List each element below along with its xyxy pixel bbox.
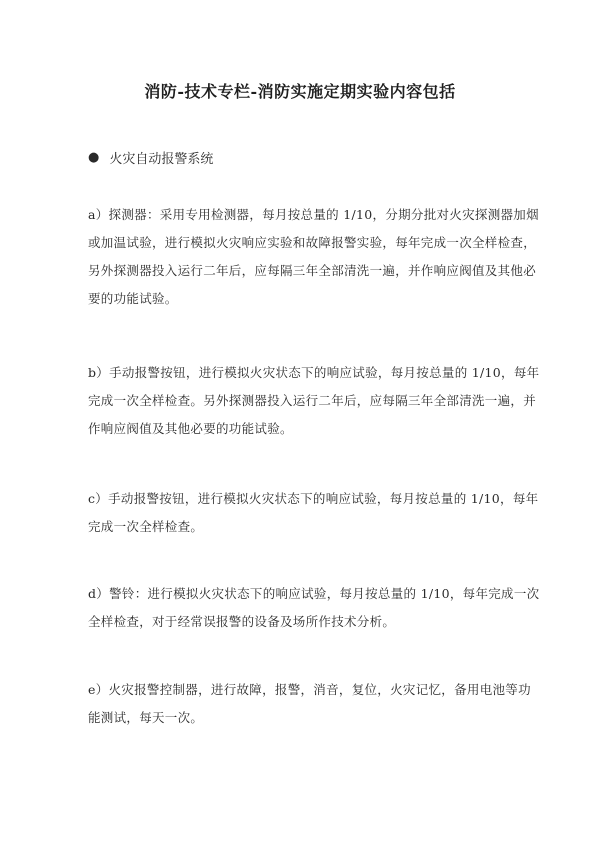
paragraph-c [88,485,539,541]
paragraph-line: a）探测器：采用专用检测器，每月按总量的 1/10，分期分批对火灾探测器加烟 [88,207,539,222]
paragraph-e [88,676,531,732]
paragraph-line: 完成一次全样检查。 [88,519,204,534]
paragraph-line: d）警铃：进行模拟火灾状态下的响应试验，每月按总量的 1/10，每年完成一次 [88,586,540,601]
paragraph-b [88,359,540,443]
paragraph-d [88,580,540,636]
page-title: 消防-技术专栏-消防实施定期实验内容包括 [144,82,456,101]
paragraph-line: 完成一次全样检查。另外探测器投入运行二年后，应每隔三年全部清洗一遍，并 [88,393,537,408]
paragraph-line: c）手动报警按钮，进行模拟火灾状态下的响应试验，每月按总量的 1/10，每年 [88,491,539,506]
paragraph-line: e）火灾报警控制器，进行故障，报警，消音，复位，火灾记忆，备用电池等功 [88,682,531,697]
bullet-icon: ● [88,150,100,165]
paragraph-line: 要的功能试验。 [88,291,178,306]
paragraph-a [88,201,539,313]
paragraph-line: 或加温试验，进行模拟火灾响应实验和故障报警实验，每年完成一次全样检查， [88,235,537,250]
section-heading [88,148,213,167]
paragraph-line: 能测试，每天一次。 [88,710,204,725]
section-heading-text: 火灾自动报警系统 [109,152,214,167]
paragraph-line: 作响应阀值及其他必要的功能试验。 [88,421,293,436]
paragraph-line: b）手动报警按钮，进行模拟火灾状态下的响应试验，每月按总量的 1/10，每年 [88,365,540,380]
paragraph-line: 另外探测器投入运行二年后，应每隔三年全部清洗一遍，并作响应阀值及其他必 [88,263,537,278]
paragraph-line: 全样检查，对于经常误报警的设备及场所作技术分析。 [88,614,396,629]
